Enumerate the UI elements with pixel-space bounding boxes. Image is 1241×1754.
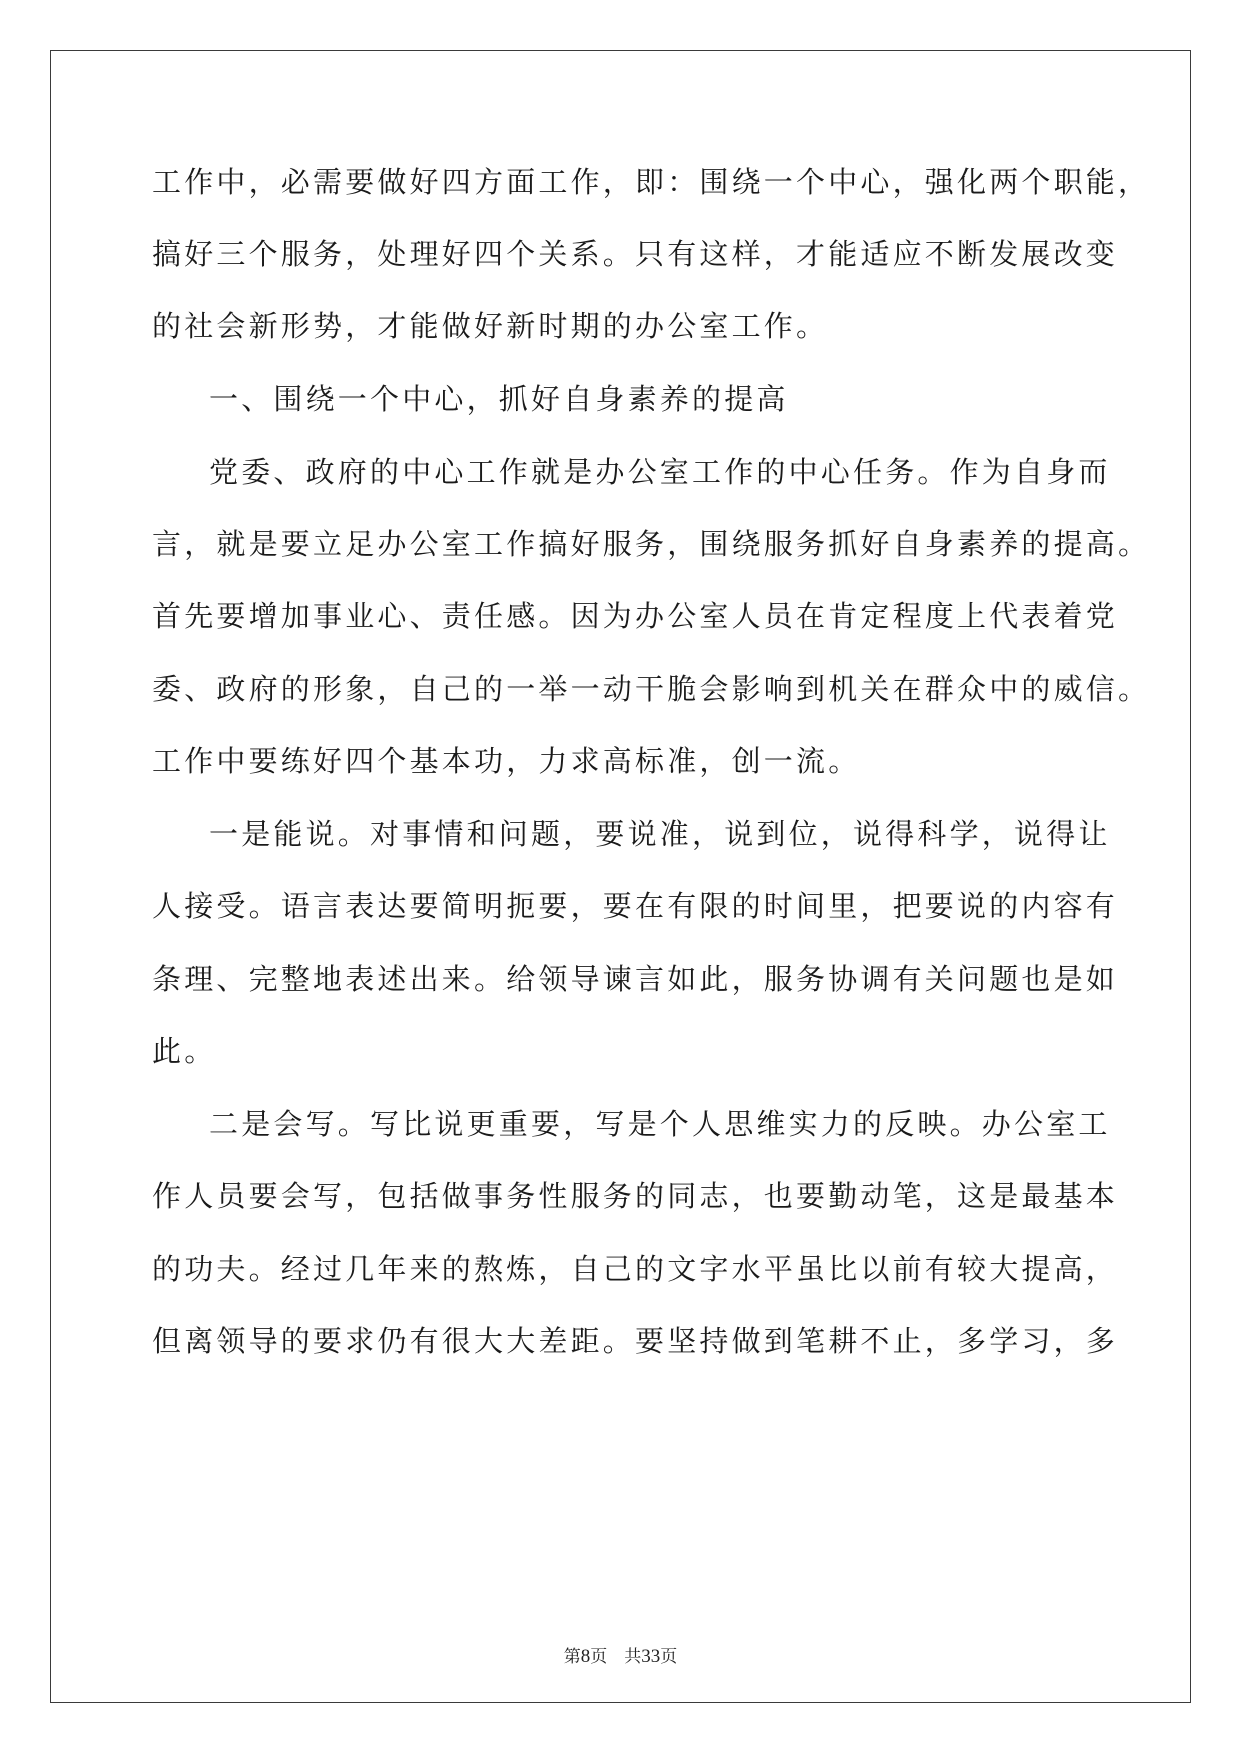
text-line: 工作中，必需要做好四方面工作，即：围绕一个中心，强化两个职能， [152, 165, 1151, 199]
text-line: 此。 [152, 1034, 217, 1068]
text-line: 人接受。语言表达要简明扼要，要在有限的时间里，把要说的内容有 [152, 889, 1119, 923]
text-line: 二是会写。写比说更重要，写是个人思维实力的反映。办公室工 [209, 1107, 1111, 1141]
section-heading: 一、围绕一个中心，抓好自身素养的提高 [209, 382, 789, 416]
text-line: 搞好三个服务，处理好四个关系。只有这样，才能适应不断发展改变 [152, 237, 1119, 271]
text-line: 言，就是要立足办公室工作搞好服务，围绕服务抓好自身素养的提高。 [152, 527, 1151, 561]
text-line: 党委、政府的中心工作就是办公室工作的中心任务。作为自身而 [209, 455, 1111, 489]
page-suffix: 页 [660, 1647, 678, 1667]
page-mid: 页 共 [590, 1647, 642, 1667]
text-line: 一是能说。对事情和问题，要说准，说到位，说得科学，说得让 [209, 817, 1111, 851]
text-line: 工作中要练好四个基本功，力求高标准，创一流。 [152, 744, 861, 778]
text-line: 委、政府的形象，自己的一举一动干脆会影响到机关在群众中的威信。 [152, 672, 1151, 706]
page-number-footer [0, 1646, 1241, 1668]
text-line: 但离领导的要求仍有很大大差距。要坚持做到笔耕不止，多学习，多 [152, 1324, 1119, 1358]
page-current: 8 [580, 1646, 591, 1667]
page-border [50, 50, 1191, 1703]
text-line: 条理、完整地表述出来。给领导谏言如此，服务协调有关问题也是如 [152, 962, 1119, 996]
page-prefix: 第 [563, 1647, 581, 1667]
text-line: 的社会新形势，才能做好新时期的办公室工作。 [152, 309, 829, 343]
text-line: 首先要增加事业心、责任感。因为办公室人员在肯定程度上代表着党 [152, 599, 1119, 633]
text-line: 作人员要会写，包括做事务性服务的同志，也要勤动笔，这是最基本 [152, 1179, 1119, 1213]
text-line: 的功夫。经过几年来的熬炼，自己的文字水平虽比以前有较大提高， [152, 1252, 1119, 1286]
page-total: 33 [641, 1646, 661, 1667]
